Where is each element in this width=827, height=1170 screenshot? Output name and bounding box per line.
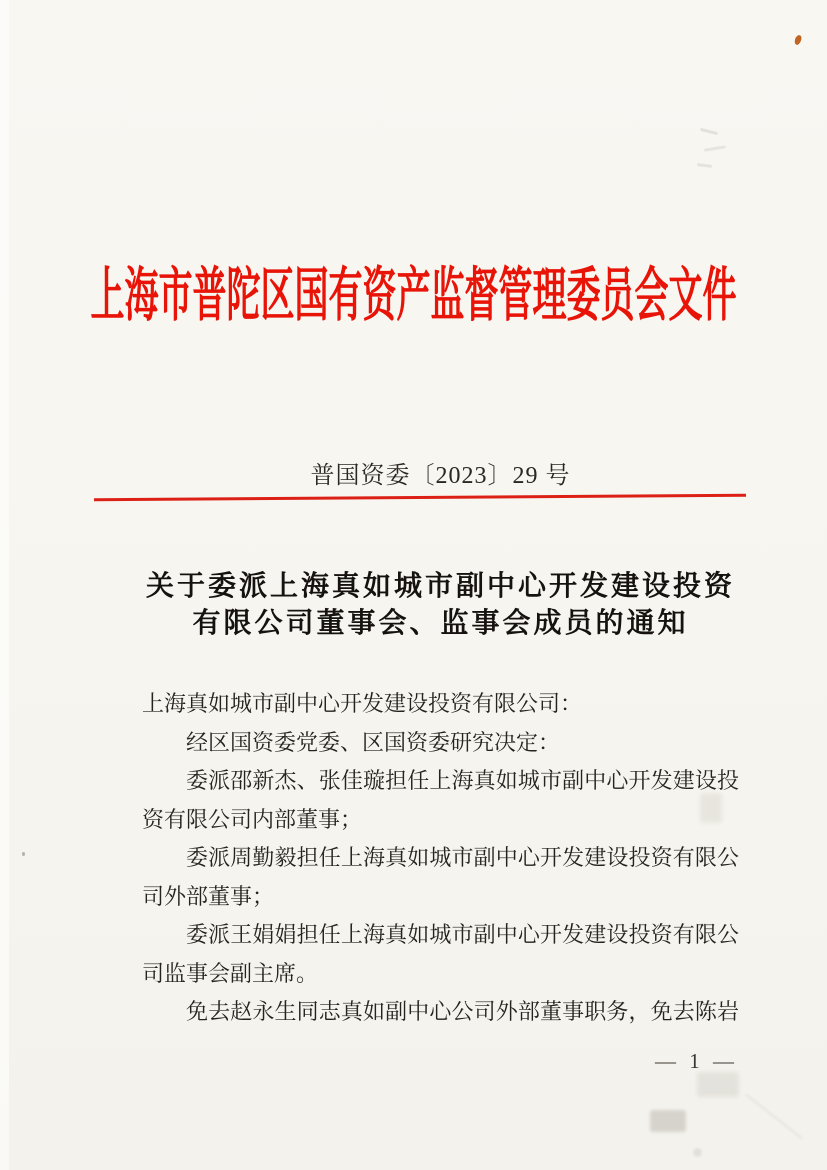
scan-artifact-smudge bbox=[704, 145, 726, 151]
scan-edge-highlight bbox=[0, 0, 9, 1170]
scan-artifact-smudge bbox=[697, 163, 712, 168]
scan-artifact-bleedthrough bbox=[697, 1072, 739, 1097]
scan-artifact-bleedthrough bbox=[693, 1148, 702, 1157]
document-body bbox=[142, 685, 739, 1032]
scan-artifact-orange-dot bbox=[794, 34, 803, 45]
page-number: — 1 — bbox=[655, 1049, 738, 1073]
document-header-title: 上海市普陀区国有资产监督管理委员会文件 bbox=[90, 265, 737, 329]
scan-artifact-bleedthrough bbox=[650, 1110, 686, 1132]
body-line: 委派王娟娟担任上海真如城市副中心开发建设投资有限公 bbox=[186, 922, 739, 947]
scan-artifact-streak bbox=[745, 1093, 804, 1140]
body-line: 司外部董事； bbox=[142, 883, 275, 909]
scan-artifact-speck bbox=[22, 852, 25, 856]
document-title bbox=[142, 567, 739, 641]
scan-artifact-smudge bbox=[700, 128, 718, 135]
body-line: 经区国资委党委、区国资委研究决定： bbox=[186, 729, 561, 755]
document-title-line1: 关于委派上海真如城市副中心开发建设投资 bbox=[145, 570, 735, 601]
body-line: 司监事会副主席。 bbox=[142, 960, 319, 986]
body-line: 资有限公司内部董事； bbox=[142, 806, 363, 832]
red-divider-line bbox=[94, 494, 746, 502]
body-line: 委派邵新杰、张佳璇担任上海真如城市副中心开发建设投 bbox=[186, 768, 739, 793]
document-number: 普国资委〔2023〕29 号 bbox=[310, 463, 571, 489]
document-title-line2: 有限公司董事会、监事会成员的通知 bbox=[192, 607, 689, 638]
body-line: 委派周勤毅担任上海真如城市副中心开发建设投资有限公 bbox=[186, 845, 739, 870]
body-line-salutation: 上海真如城市副中心开发建设投资有限公司： bbox=[142, 691, 583, 716]
body-line: 免去赵永生同志真如副中心公司外部董事职务，免去陈岩 bbox=[186, 999, 739, 1024]
